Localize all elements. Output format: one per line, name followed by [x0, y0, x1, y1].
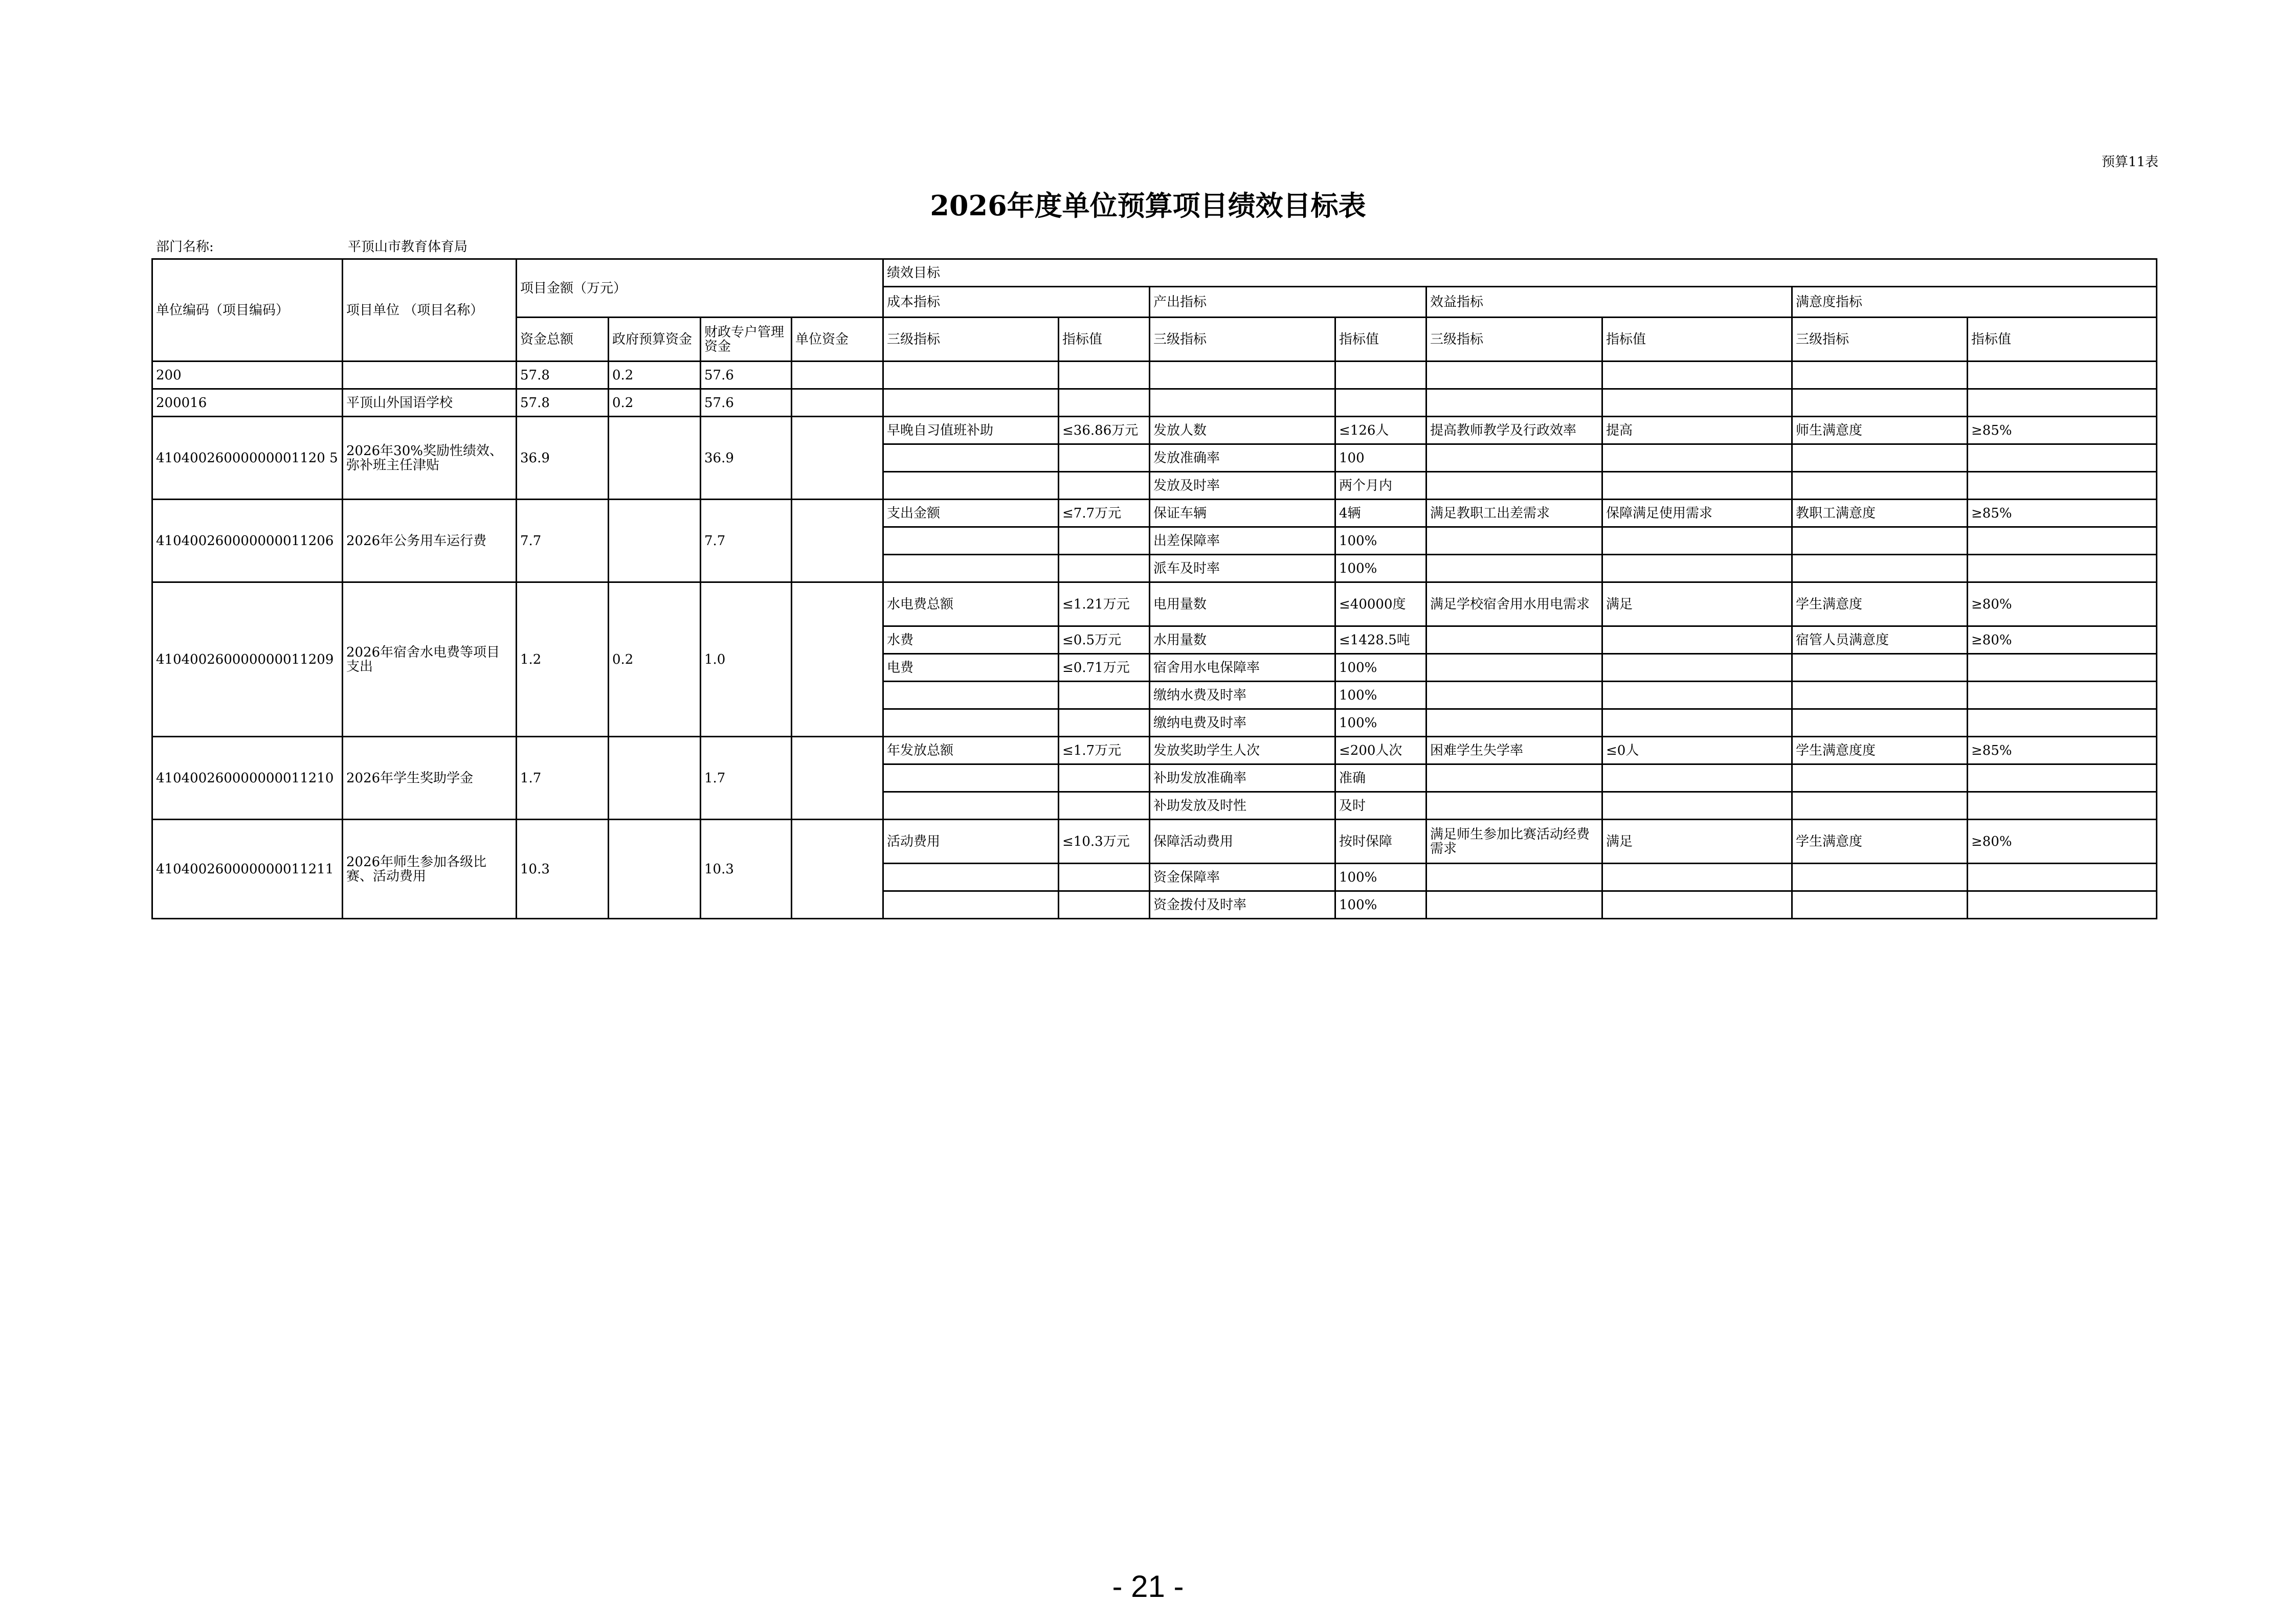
header-cost: 成本指标 — [883, 287, 1150, 318]
benefit-value — [1602, 709, 1792, 737]
header-val: 指标值 — [1335, 318, 1426, 362]
project-own-funds — [792, 500, 883, 582]
output-level3: 保证车辆 — [1150, 500, 1335, 527]
cost-level3: 年发放总额 — [883, 737, 1059, 764]
header-val: 指标值 — [1602, 318, 1792, 362]
department-name: 平顶山市教育体育局 — [348, 239, 468, 255]
output-level3: 电用量数 — [1150, 582, 1335, 626]
satisfaction-level3: 学生满意度 — [1792, 582, 1968, 626]
header-l3: 三级指标 — [1150, 318, 1335, 362]
cost-value — [1059, 709, 1150, 737]
output-value: 100% — [1335, 891, 1426, 919]
satisfaction-level3: 师生满意度 — [1792, 417, 1968, 444]
header-total: 资金总额 — [517, 318, 609, 362]
satisfaction-value — [1968, 764, 2157, 792]
performance-goals-table — [151, 258, 2157, 919]
cell-empty — [1335, 389, 1426, 417]
output-level3: 缴纳水费及时率 — [1150, 682, 1335, 709]
cell-own — [792, 362, 883, 389]
output-value: 100 — [1335, 444, 1426, 472]
satisfaction-value — [1968, 472, 2157, 500]
benefit-value — [1602, 555, 1792, 582]
cell-empty — [1426, 362, 1602, 389]
benefit-value — [1602, 472, 1792, 500]
satisfaction-value: ≥80% — [1968, 820, 2157, 864]
cell-own — [792, 389, 883, 417]
summary-row — [152, 389, 2157, 417]
project-gov-funds — [609, 820, 701, 919]
benefit-value — [1602, 764, 1792, 792]
output-level3: 补助发放准确率 — [1150, 764, 1335, 792]
cost-level3 — [883, 864, 1059, 891]
project-code: 410400260000000011209 — [152, 582, 343, 737]
output-value: 100% — [1335, 527, 1426, 555]
cost-level3: 水费 — [883, 626, 1059, 654]
header-fin: 财政专户管理资金 — [701, 318, 792, 362]
header-amount: 项目金额（万元） — [517, 259, 883, 318]
cell-empty — [1968, 389, 2157, 417]
satisfaction-value: ≥85% — [1968, 500, 2157, 527]
cost-value — [1059, 891, 1150, 919]
cost-value — [1059, 792, 1150, 820]
header-l3: 三级指标 — [1426, 318, 1602, 362]
header-satisfaction: 满意度指标 — [1792, 287, 2157, 318]
satisfaction-value — [1968, 527, 2157, 555]
benefit-level3 — [1426, 891, 1602, 919]
project-name: 2026年师生参加各级比赛、活动费用 — [343, 820, 517, 919]
output-value: ≤200人次 — [1335, 737, 1426, 764]
satisfaction-value: ≥85% — [1968, 417, 2157, 444]
department-label: 部门名称: — [156, 239, 214, 255]
cost-value: ≤36.86万元 — [1059, 417, 1150, 444]
benefit-level3 — [1426, 709, 1602, 737]
output-value: 按时保障 — [1335, 820, 1426, 864]
project-total: 1.7 — [517, 737, 609, 820]
benefit-value — [1602, 864, 1792, 891]
project-total: 36.9 — [517, 417, 609, 500]
benefit-level3 — [1426, 792, 1602, 820]
satisfaction-level3: 宿管人员满意度 — [1792, 626, 1968, 654]
header-own: 单位资金 — [792, 318, 883, 362]
benefit-level3: 提高教师教学及行政效率 — [1426, 417, 1602, 444]
cell-gov: 0.2 — [609, 389, 701, 417]
benefit-value — [1602, 792, 1792, 820]
cost-level3 — [883, 472, 1059, 500]
cost-level3 — [883, 527, 1059, 555]
project-row — [152, 820, 2157, 864]
benefit-value — [1602, 527, 1792, 555]
project-row — [152, 500, 2157, 527]
project-name: 2026年宿舍水电费等项目支出 — [343, 582, 517, 737]
cell-empty — [1150, 362, 1335, 389]
cost-level3 — [883, 682, 1059, 709]
project-total: 10.3 — [517, 820, 609, 919]
benefit-level3 — [1426, 555, 1602, 582]
benefit-level3 — [1426, 626, 1602, 654]
benefit-level3 — [1426, 654, 1602, 682]
satisfaction-level3 — [1792, 682, 1968, 709]
satisfaction-level3 — [1792, 764, 1968, 792]
satisfaction-level3 — [1792, 472, 1968, 500]
project-fin-funds: 36.9 — [701, 417, 792, 500]
output-value: 100% — [1335, 682, 1426, 709]
cell-total: 57.8 — [517, 389, 609, 417]
project-fin-funds: 10.3 — [701, 820, 792, 919]
output-value: 及时 — [1335, 792, 1426, 820]
satisfaction-value: ≥80% — [1968, 582, 2157, 626]
header-benefit: 效益指标 — [1426, 287, 1792, 318]
project-fin-funds: 1.7 — [701, 737, 792, 820]
satisfaction-level3: 学生满意度 — [1792, 820, 1968, 864]
header-output: 产出指标 — [1150, 287, 1426, 318]
benefit-level3: 满足学校宿舍用水用电需求 — [1426, 582, 1602, 626]
cell-name: 平顶山外国语学校 — [343, 389, 517, 417]
output-value: 100% — [1335, 555, 1426, 582]
cell-gov: 0.2 — [609, 362, 701, 389]
satisfaction-value — [1968, 682, 2157, 709]
project-own-funds — [792, 737, 883, 820]
cell-empty — [1968, 362, 2157, 389]
output-level3: 补助发放及时性 — [1150, 792, 1335, 820]
benefit-value: ≤0人 — [1602, 737, 1792, 764]
benefit-level3 — [1426, 682, 1602, 709]
project-own-funds — [792, 582, 883, 737]
cost-level3: 电费 — [883, 654, 1059, 682]
cell-empty — [883, 362, 1059, 389]
output-level3: 出差保障率 — [1150, 527, 1335, 555]
benefit-level3: 满足教职工出差需求 — [1426, 500, 1602, 527]
satisfaction-value — [1968, 555, 2157, 582]
summary-row — [152, 362, 2157, 389]
benefit-value — [1602, 682, 1792, 709]
cost-value — [1059, 864, 1150, 891]
satisfaction-level3 — [1792, 864, 1968, 891]
project-name: 2026年学生奖助学金 — [343, 737, 517, 820]
cost-value — [1059, 527, 1150, 555]
form-number: 预算11表 — [2101, 154, 2158, 170]
header-l3: 三级指标 — [1792, 318, 1968, 362]
header-l3: 三级指标 — [883, 318, 1059, 362]
output-value: 100% — [1335, 709, 1426, 737]
cost-level3 — [883, 444, 1059, 472]
cell-empty — [1602, 389, 1792, 417]
benefit-level3 — [1426, 764, 1602, 792]
satisfaction-level3 — [1792, 709, 1968, 737]
project-row — [152, 737, 2157, 764]
cost-level3 — [883, 764, 1059, 792]
project-gov-funds — [609, 500, 701, 582]
project-code: 410400260000000011211 — [152, 820, 343, 919]
header-gov: 政府预算资金 — [609, 318, 701, 362]
cost-level3 — [883, 792, 1059, 820]
output-level3: 缴纳电费及时率 — [1150, 709, 1335, 737]
cell-empty — [1335, 362, 1426, 389]
project-total: 7.7 — [517, 500, 609, 582]
output-value: ≤40000度 — [1335, 582, 1426, 626]
benefit-value: 提高 — [1602, 417, 1792, 444]
cost-value — [1059, 444, 1150, 472]
project-gov-funds — [609, 737, 701, 820]
benefit-level3: 满足师生参加比赛活动经费需求 — [1426, 820, 1602, 864]
cell-empty — [1059, 362, 1150, 389]
satisfaction-level3: 教职工满意度 — [1792, 500, 1968, 527]
benefit-value: 满足 — [1602, 820, 1792, 864]
benefit-level3 — [1426, 444, 1602, 472]
satisfaction-level3 — [1792, 792, 1968, 820]
project-own-funds — [792, 820, 883, 919]
satisfaction-value — [1968, 654, 2157, 682]
cost-level3 — [883, 709, 1059, 737]
project-name: 2026年公务用车运行费 — [343, 500, 517, 582]
cost-value — [1059, 682, 1150, 709]
cost-level3 — [883, 891, 1059, 919]
project-total: 1.2 — [517, 582, 609, 737]
cell-empty — [883, 389, 1059, 417]
project-row — [152, 417, 2157, 444]
project-fin-funds: 1.0 — [701, 582, 792, 737]
output-level3: 水用量数 — [1150, 626, 1335, 654]
benefit-value — [1602, 626, 1792, 654]
project-own-funds — [792, 417, 883, 500]
satisfaction-value — [1968, 891, 2157, 919]
page-number: - 21 - — [1112, 1569, 1184, 1604]
satisfaction-level3: 学生满意度度 — [1792, 737, 1968, 764]
cost-level3: 水电费总额 — [883, 582, 1059, 626]
header-unit: 项目单位 （项目名称） — [343, 259, 517, 362]
cost-value — [1059, 472, 1150, 500]
benefit-level3 — [1426, 527, 1602, 555]
cost-value: ≤10.3万元 — [1059, 820, 1150, 864]
output-level3: 保障活动费用 — [1150, 820, 1335, 864]
cost-level3 — [883, 555, 1059, 582]
project-row — [152, 582, 2157, 626]
cell-empty — [1792, 362, 1968, 389]
output-value: 100% — [1335, 654, 1426, 682]
cell-total: 57.8 — [517, 362, 609, 389]
cell-empty — [1792, 389, 1968, 417]
output-level3: 发放准确率 — [1150, 444, 1335, 472]
table-body — [152, 259, 2157, 919]
output-level3: 派车及时率 — [1150, 555, 1335, 582]
output-level3: 宿舍用水电保障率 — [1150, 654, 1335, 682]
cost-level3: 早晚自习值班补助 — [883, 417, 1059, 444]
cost-value: ≤1.21万元 — [1059, 582, 1150, 626]
output-level3: 资金拨付及时率 — [1150, 891, 1335, 919]
cost-value: ≤0.5万元 — [1059, 626, 1150, 654]
output-level3: 资金保障率 — [1150, 864, 1335, 891]
output-level3: 发放人数 — [1150, 417, 1335, 444]
cell-empty — [1059, 389, 1150, 417]
project-code: 410400260000000011210 — [152, 737, 343, 820]
cost-level3: 活动费用 — [883, 820, 1059, 864]
project-gov-funds: 0.2 — [609, 582, 701, 737]
satisfaction-level3 — [1792, 555, 1968, 582]
satisfaction-value: ≥80% — [1968, 626, 2157, 654]
benefit-value — [1602, 891, 1792, 919]
output-value: 两个月内 — [1335, 472, 1426, 500]
satisfaction-value — [1968, 864, 2157, 891]
satisfaction-value — [1968, 444, 2157, 472]
cost-value: ≤1.7万元 — [1059, 737, 1150, 764]
satisfaction-level3 — [1792, 444, 1968, 472]
project-code: 410400260000000011206 — [152, 500, 343, 582]
project-fin-funds: 7.7 — [701, 500, 792, 582]
benefit-level3 — [1426, 864, 1602, 891]
benefit-level3 — [1426, 472, 1602, 500]
output-value: ≤1428.5吨 — [1335, 626, 1426, 654]
project-name: 2026年30%奖励性绩效、弥补班主任津贴 — [343, 417, 517, 500]
benefit-value: 保障满足使用需求 — [1602, 500, 1792, 527]
satisfaction-value: ≥85% — [1968, 737, 2157, 764]
cell-empty — [1602, 362, 1792, 389]
page-title: 2026年度单位预算项目绩效目标表 — [930, 189, 1366, 222]
cell-empty — [1150, 389, 1335, 417]
output-value: ≤126人 — [1335, 417, 1426, 444]
header-code: 单位编码（项目编码） — [152, 259, 343, 362]
project-code: 41040026000000001120 5 — [152, 417, 343, 500]
cell-name — [343, 362, 517, 389]
satisfaction-level3 — [1792, 654, 1968, 682]
output-level3: 发放及时率 — [1150, 472, 1335, 500]
cost-level3: 支出金额 — [883, 500, 1059, 527]
cell-fin: 57.6 — [701, 362, 792, 389]
cost-value — [1059, 764, 1150, 792]
benefit-value — [1602, 654, 1792, 682]
satisfaction-value — [1968, 792, 2157, 820]
benefit-value: 满足 — [1602, 582, 1792, 626]
header-val: 指标值 — [1059, 318, 1150, 362]
project-gov-funds — [609, 417, 701, 500]
satisfaction-level3 — [1792, 527, 1968, 555]
cost-value — [1059, 555, 1150, 582]
benefit-value — [1602, 444, 1792, 472]
cost-value: ≤7.7万元 — [1059, 500, 1150, 527]
output-value: 准确 — [1335, 764, 1426, 792]
cell-empty — [1426, 389, 1602, 417]
cost-value: ≤0.71万元 — [1059, 654, 1150, 682]
output-value: 4辆 — [1335, 500, 1426, 527]
output-level3: 发放奖助学生人次 — [1150, 737, 1335, 764]
cell-code: 200016 — [152, 389, 343, 417]
output-value: 100% — [1335, 864, 1426, 891]
cell-fin: 57.6 — [701, 389, 792, 417]
satisfaction-value — [1968, 709, 2157, 737]
benefit-level3: 困难学生失学率 — [1426, 737, 1602, 764]
header-val: 指标值 — [1968, 318, 2157, 362]
satisfaction-level3 — [1792, 891, 1968, 919]
header-goals: 绩效目标 — [883, 259, 2157, 287]
cell-code: 200 — [152, 362, 343, 389]
